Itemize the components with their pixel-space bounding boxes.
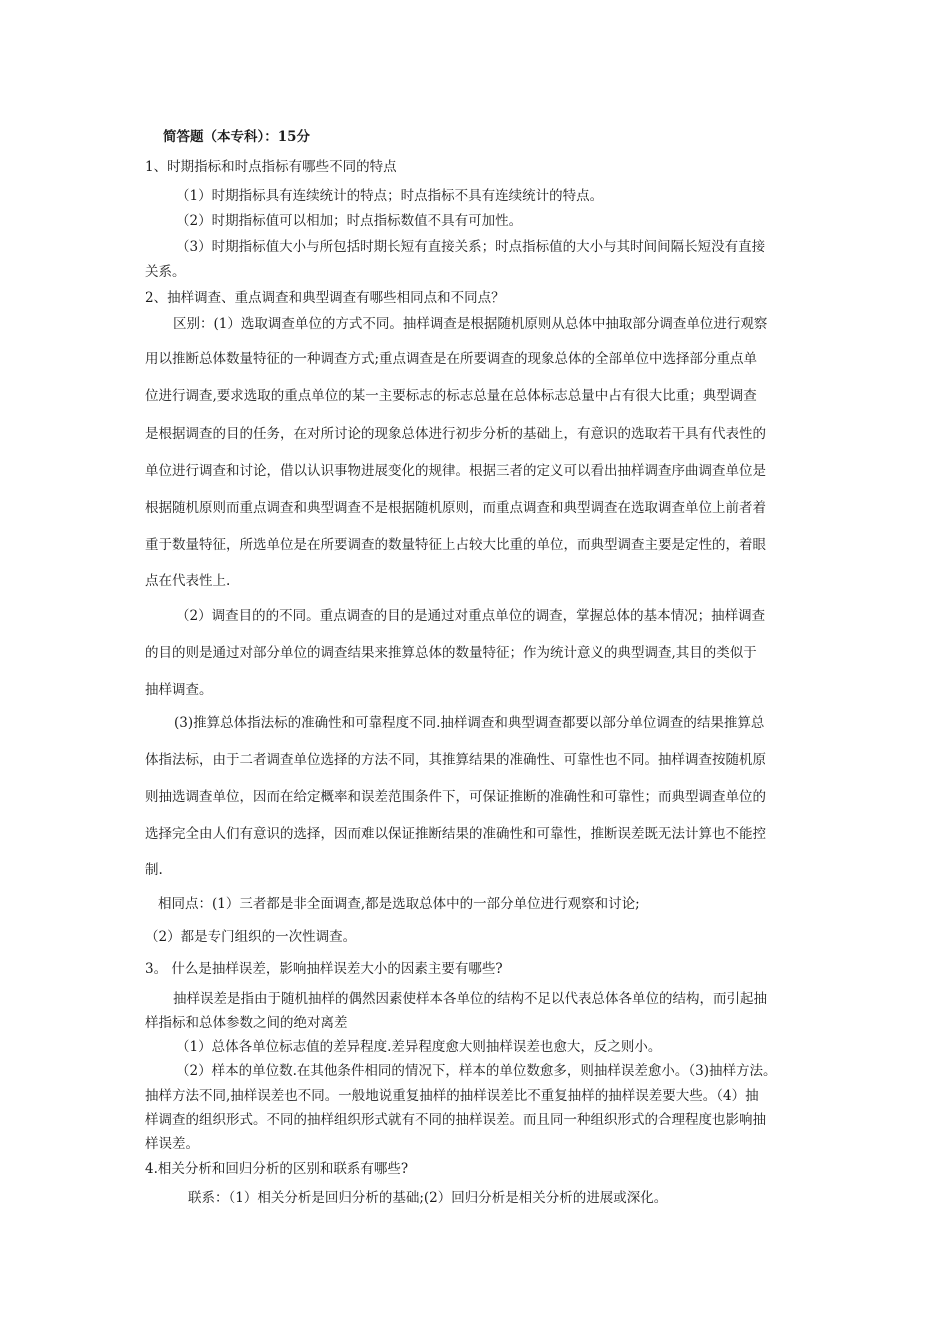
q2-diff-2-line: 的目的则是通过对部分单位的调查结果来推算总体的数量特征；作为统计意义的典型调查,其目的类似于 <box>145 645 757 661</box>
q2-diff-3-line: 选择完全由人们有意识的选择，因而难以保证推断结果的准确性和可靠性，推断误差既无法计算也不能控 <box>145 826 766 842</box>
q2-diff-3-line: 体指法标，由于二者调查单位选择的方法不同，其推算结果的准确性、可靠性也不同。抽样调查按随机原 <box>145 752 766 768</box>
q4-heading: 4.相关分析和回归分析的区别和联系有哪些? <box>145 1161 409 1177</box>
q3-definition: 抽样误差是指由于随机抽样的偶然因素使样本各单位的结构不足以代表总体各单位的结构，而引起抽 <box>173 991 767 1007</box>
q3-factor-1: （1）总体各单位标志值的差异程度.差异程度愈大则抽样误差也愈大，反之则小。 <box>176 1039 662 1055</box>
q2-same-2: （2）都是专门组织的一次性调查。 <box>145 929 357 945</box>
q3-factor-line: （2）样本的单位数.在其他条件相同的情况下，样本的单位数愈多，则抽样误差愈小。（3)抽样方法。 <box>176 1063 777 1079</box>
q2-diff-1-line: 单位进行调查和讨论，借以认识事物进展变化的规律。根据三者的定义可以看出抽样调查序曲调查单位是 <box>145 463 766 479</box>
q2-diff-2-line: （2）调查目的的不同。重点调查的目的是通过对重点单位的调查，掌握总体的基本情况；抽样调查 <box>176 608 766 624</box>
q1-point-2: （2）时期指标值可以相加；时点指标数值不具有可加性。 <box>176 213 523 229</box>
q1-point-1: （1）时期指标具有连续统计的特点；时点指标不具有连续统计的特点。 <box>176 188 604 204</box>
q4-link: 联系：（1）相关分析是回归分析的基础;(2）回归分析是相关分析的进展或深化。 <box>188 1190 668 1206</box>
q2-same-1: 相同点：(1）三者都是非全面调查,都是选取总体中的一部分单位进行观察和讨论; <box>158 896 640 912</box>
q2-heading: 2、抽样调查、重点调查和典型调查有哪些相同点和不同点？ <box>145 290 505 306</box>
q2-diff-2-line: 抽样调查。 <box>145 682 213 698</box>
q2-diff-1-line: 点在代表性上. <box>145 573 231 589</box>
q2-diff-3-line: 制. <box>145 862 163 878</box>
q3-factor-line: 抽样方法不同,抽样误差也不同。一般地说重复抽样的抽样误差比不重复抽样的抽样误差要大些。（4）抽 <box>145 1088 759 1104</box>
q1-heading: 1、时期指标和时点指标有哪些不同的特点 <box>145 159 397 175</box>
q2-diff-3-line: 则抽选调查单位，因而在给定概率和误差范围条件下，可保证推断的准确性和可靠性；而典型调查单位的 <box>145 789 766 805</box>
q2-diff-1-line: 区别：(1）选取调查单位的方式不同。抽样调查是根据随机原则从总体中抽取部分调查单位进行观察 <box>173 316 768 332</box>
q2-diff-1-line: 重于数量特征，所选单位是在所要调查的数量特征上占较大比重的单位，而典型调查主要是定性的，着眼 <box>145 537 766 553</box>
q1-point-3-cont: 关系。 <box>145 264 186 280</box>
doc-title: 简答题（本专科）：15分 <box>163 129 311 145</box>
q1-point-3: （3）时期指标值大小与所包括时期长短有直接关系；时点指标值的大小与其时间间隔长短没有直接 <box>176 239 766 255</box>
q2-diff-1-line: 用以推断总体数量特征的一种调查方式;重点调查是在所要调查的现象总体的全部单位中选择部分重点单 <box>145 351 758 367</box>
q3-factor-line: 样误差。 <box>145 1136 199 1152</box>
q2-diff-1-line: 位进行调查,要求选取的重点单位的某一主要标志的标志总量在总体标志总量中占有很大比重；典型调查 <box>145 388 757 404</box>
q2-diff-1-line: 是根据调查的目的任务，在对所讨论的现象总体进行初步分析的基础上，有意识的选取若干具有代表性的 <box>145 426 766 442</box>
q2-diff-1-line: 根据随机原则而重点调查和典型调查不是根据随机原则，而重点调查和典型调查在选取调查单位上前者着 <box>145 500 766 516</box>
q3-heading: 3。 什么是抽样误差，影响抽样误差大小的因素主要有哪些? <box>145 961 503 977</box>
q2-diff-3-line: (3)推算总体指法标的准确性和可靠程度不同.抽样调查和典型调查都要以部分单位调查的结果推算总 <box>174 715 765 731</box>
q3-definition-cont: 样指标和总体参数之间的绝对离差 <box>145 1015 348 1031</box>
q3-factor-line: 样调查的组织形式。不同的抽样组织形式就有不同的抽样误差。而且同一种组织形式的合理程度也影响抽 <box>145 1112 766 1128</box>
